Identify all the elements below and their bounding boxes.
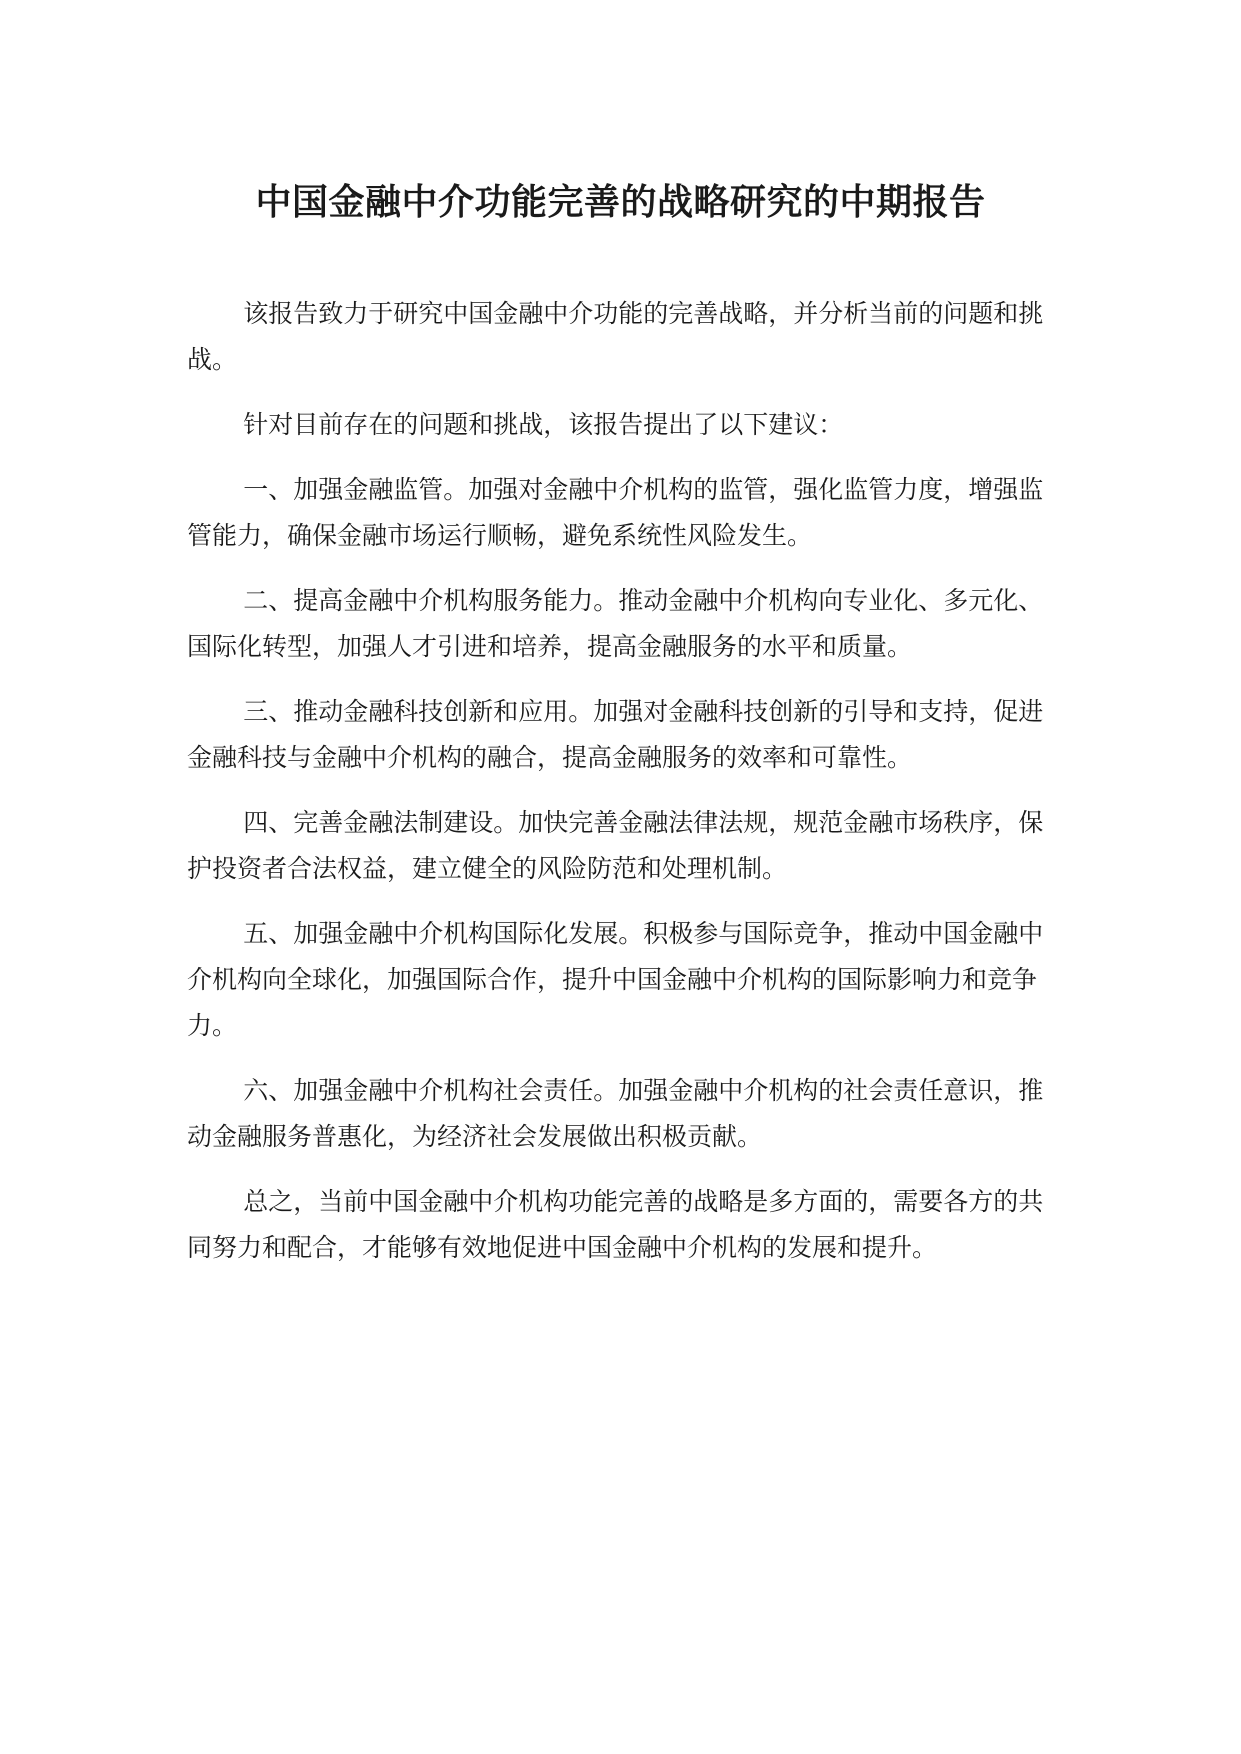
paragraph-recommendation-5: 五、加强金融中介机构国际化发展。积极参与国际竞争，推动中国金融中介机构向全球化，加强国际合作，提升中国金融中介机构的国际影响力和竞争力。 — [187, 919, 1044, 1040]
paragraph-recommendation-1: 一、加强金融监管。加强对金融中介机构的监管，强化监管力度，增强监管能力，确保金融市场运行顺畅，避免系统性风险发生。 — [187, 475, 1044, 550]
paragraph-conclusion: 总之，当前中国金融中介机构功能完善的战略是多方面的，需要各方的共同努力和配合，才能够有效地促进中国金融中介机构的发展和提升。 — [187, 1187, 1044, 1262]
paragraph-intro: 该报告致力于研究中国金融中介功能的完善战略，并分析当前的问题和挑战。 — [187, 299, 1044, 374]
paragraph-lead-in: 针对目前存在的问题和挑战，该报告提出了以下建议： — [243, 410, 844, 439]
document-body — [187, 291, 1047, 1290]
paragraph-recommendation-6: 六、加强金融中介机构社会责任。加强金融中介机构的社会责任意识，推动金融服务普惠化，为经济社会发展做出积极贡献。 — [187, 1076, 1044, 1151]
paragraph-recommendation-2: 二、提高金融中介机构服务能力。推动金融中介机构向专业化、多元化、国际化转型，加强人才引进和培养，提高金融服务的水平和质量。 — [187, 586, 1044, 661]
document-title: 中国金融中介功能完善的战略研究的中期报告 — [255, 182, 986, 223]
paragraph-recommendation-4: 四、完善金融法制建设。加快完善金融法律法规，规范金融市场秩序，保护投资者合法权益，建立健全的风险防范和处理机制。 — [187, 808, 1044, 883]
paragraph-recommendation-3: 三、推动金融科技创新和应用。加强对金融科技创新的引导和支持，促进金融科技与金融中介机构的融合，提高金融服务的效率和可靠性。 — [187, 697, 1044, 772]
